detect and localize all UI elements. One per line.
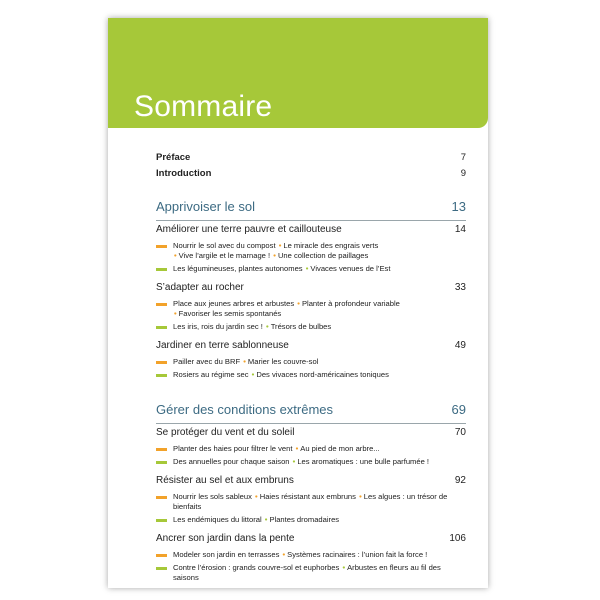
orange-bullet-bar	[156, 303, 167, 306]
section-list-orange	[156, 299, 466, 319]
orange-dot: •	[174, 309, 177, 318]
section-item: Vivaces venues de l’Est	[310, 264, 391, 273]
toc-entry-label: Préface	[156, 152, 191, 163]
section-item: Plantes dromadaires	[269, 515, 340, 524]
orange-bullet-bar	[156, 496, 167, 499]
section-item: Des annuelles pour chaque saison	[173, 457, 290, 466]
green-bullet-bar	[156, 461, 167, 464]
orange-bullet-bar	[156, 245, 167, 248]
section-list-orange	[156, 357, 466, 367]
section-item: Nourrir le sol avec du compost	[173, 241, 276, 250]
section-item: Les algues : un trésor de bienfaits	[173, 492, 448, 511]
green-bullet-bar	[156, 326, 167, 329]
toc-entry-page: 9	[460, 168, 466, 179]
section-list-green	[156, 515, 466, 525]
toc-entry-page: 7	[460, 152, 466, 163]
section-item: Les endémiques du littoral	[173, 515, 262, 524]
section-item: Planter des haies pour filtrer le vent	[173, 444, 293, 453]
green-bullet-bar	[156, 268, 167, 271]
section-list-orange	[156, 241, 466, 261]
section-item: Favoriser les semis spontanés	[178, 309, 282, 318]
toc-part-heading[interactable]	[156, 199, 466, 221]
toc-chapter[interactable]	[156, 340, 466, 354]
chapter-title: Améliorer une terre pauvre et caillouteuse	[156, 224, 342, 235]
orange-dot: •	[273, 251, 276, 260]
chapter-page: 106	[449, 533, 466, 544]
section-item: Place aux jeunes arbres et arbustes	[173, 299, 295, 308]
green-dot: •	[292, 457, 296, 466]
green-dot: •	[266, 322, 269, 331]
book-page	[108, 18, 488, 588]
orange-dot: •	[282, 550, 286, 559]
toc-chapter[interactable]	[156, 533, 466, 547]
section-item: Contre l’érosion : grands couvre-sol et euphorbes	[173, 563, 340, 572]
orange-dot: •	[295, 444, 299, 453]
section-item: Systèmes racinaires : l’union fait la force !	[287, 550, 428, 559]
chapter-page: 49	[454, 340, 466, 351]
toc-entry-introduction[interactable]	[156, 168, 466, 184]
orange-dot: •	[243, 357, 246, 366]
toc-entry-preface[interactable]	[156, 152, 466, 168]
part-title: Gérer des conditions extrêmes	[156, 402, 334, 417]
section-list-green	[156, 322, 466, 332]
green-bullet-bar	[156, 567, 167, 570]
chapter-title: S’adapter au rocher	[156, 282, 244, 293]
section-list-green	[156, 370, 466, 380]
green-dot: •	[305, 264, 309, 273]
toc-entry-label: Introduction	[156, 168, 212, 179]
orange-dot: •	[359, 492, 362, 501]
section-item: Les iris, rois du jardin sec !	[173, 322, 263, 331]
chapter-page: 14	[454, 224, 466, 235]
orange-dot: •	[297, 299, 300, 308]
section-list-orange	[156, 492, 466, 512]
orange-dot: •	[255, 492, 258, 501]
table-of-contents	[156, 152, 466, 583]
part-title: Apprivoiser le sol	[156, 199, 255, 214]
page-title: Sommaire	[134, 90, 273, 123]
chapter-page: 92	[454, 475, 466, 486]
section-item: Marier les couvre-sol	[247, 357, 319, 366]
toc-chapter[interactable]	[156, 475, 466, 489]
section-item: Arbustes en fleurs au fil des saisons	[173, 563, 441, 582]
section-list-green	[156, 264, 466, 274]
section-list-orange	[156, 444, 466, 454]
section-item: Trésors de bulbes	[270, 322, 332, 331]
green-dot: •	[264, 515, 268, 524]
green-dot: •	[251, 370, 255, 379]
section-list-green	[156, 457, 466, 467]
part-page: 13	[451, 199, 466, 214]
green-bullet-bar	[156, 374, 167, 377]
section-item: Au pied de mon arbre...	[300, 444, 380, 453]
green-bullet-bar	[156, 519, 167, 522]
section-item: Pailler avec du BRF	[173, 357, 241, 366]
section-list-green	[156, 563, 466, 583]
section-item: Des vivaces nord-américaines toniques	[256, 370, 389, 379]
orange-bullet-bar	[156, 554, 167, 557]
part-page: 69	[451, 402, 466, 417]
section-item: Les légumineuses, plantes autonomes	[173, 264, 303, 273]
orange-bullet-bar	[156, 448, 167, 451]
chapter-page: 33	[454, 282, 466, 293]
chapter-title: Se protéger du vent et du soleil	[156, 427, 295, 438]
chapter-page: 70	[454, 427, 466, 438]
section-item: Haies résistant aux embruns	[259, 492, 356, 501]
chapter-title: Ancrer son jardin dans la pente	[156, 533, 295, 544]
section-item: Le miracle des engrais verts	[283, 241, 379, 250]
section-item: Modeler son jardin en terrasses	[173, 550, 280, 559]
section-item: Une collection de paillages	[277, 251, 369, 260]
section-item: Vive l’argile et le marnage !	[178, 251, 271, 260]
toc-chapter[interactable]	[156, 282, 466, 296]
section-item: Nourrir les sols sableux	[173, 492, 252, 501]
toc-chapter[interactable]	[156, 224, 466, 238]
chapter-title: Jardiner en terre sablonneuse	[156, 340, 289, 351]
chapter-title: Résister au sel et aux embruns	[156, 475, 294, 486]
orange-dot: •	[278, 241, 282, 250]
section-item: Planter à profondeur variable	[301, 299, 400, 308]
green-dot: •	[342, 563, 346, 572]
orange-dot: •	[174, 251, 177, 260]
toc-chapter[interactable]	[156, 427, 466, 441]
section-item: Rosiers au régime sec	[173, 370, 249, 379]
title-banner	[108, 18, 488, 128]
orange-bullet-bar	[156, 361, 167, 364]
section-list-orange	[156, 550, 466, 560]
toc-part-heading[interactable]	[156, 402, 466, 424]
section-item: Les aromatiques : une bulle parfumée !	[297, 457, 430, 466]
